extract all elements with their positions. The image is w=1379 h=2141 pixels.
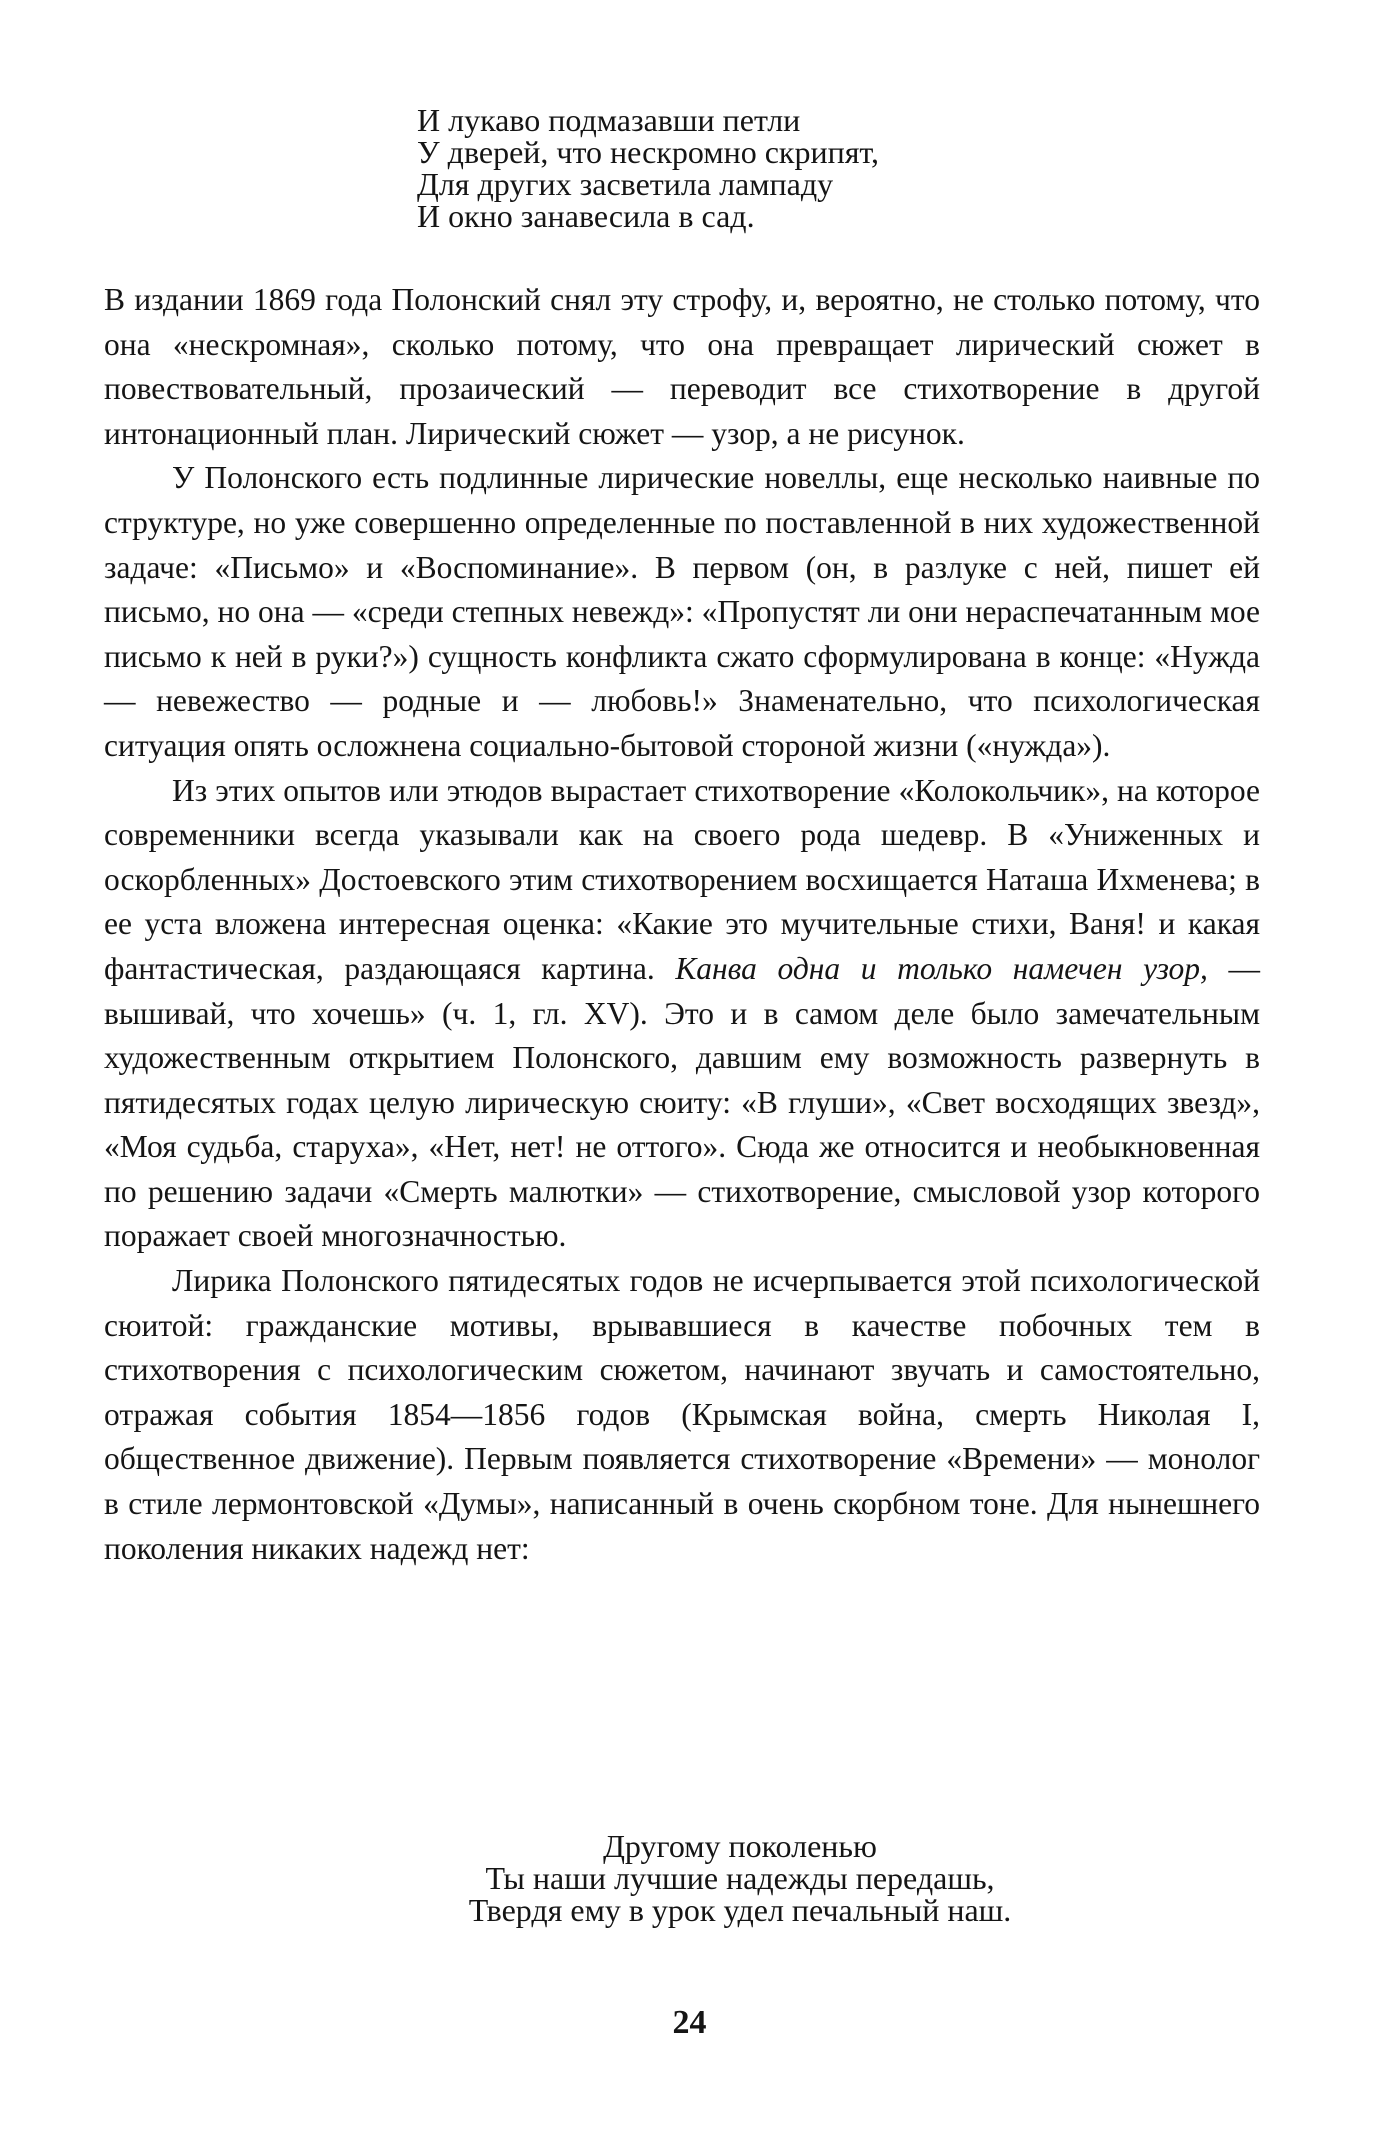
italic-quote: Канва одна и только намечен узор, (675, 950, 1208, 986)
verse-line: И лукаво подмазавши петли (417, 102, 801, 138)
verse-quote-top (417, 104, 879, 232)
paragraph-2: У Полонского есть подлинные лирические новеллы, еще несколько наивные по структуре, но уже совершенно определенные по поставленной в них художественной задаче: «Письмо» и «Воспоминание». В первом (он, в разлуке с ней, пишет ей письмо, но она — «среди степных невежд»: «Пропустят ли они нераспечатанным мое письмо к ней в руки?») сущность конфликта сжато сформулирована в конце: «Нужда — невежество — родные и — любовь!» Знаменательно, что психологическая ситуация опять осложнена социально-бытовой стороной жизни («нужда»). (104, 460, 1260, 763)
paragraph-1: В издании 1869 года Полонский снял эту строфу, и, вероятно, не столько потому, что она «нескромная», сколько потому, что она превращает лирический сюжет в повествовательный, прозаический — переводит все стихотворение в другой интонационный план. Лирический сюжет — узор, а не рисунок. (104, 282, 1260, 451)
verse-line: И окно занавесила в сад. (417, 198, 755, 234)
verse-line: Для других засветила лампаду (417, 166, 834, 202)
body-text (104, 278, 1260, 1571)
paragraph-3-start: Из этих опытов или этюдов вырастает стихотворение «Колокольчик», на которое современники всегда указывали как на своего рода шедевр. В «Униженных и оскорбленных» Достоевского этим стихотворением восхищается Наташа Ихменева; в ее уста вложена интересная оценка: «Какие это мучительные стихи, Ваня! и какая фантастическая, раздающаяся картина. (104, 772, 1260, 986)
verse-line: Твердя ему в урок удел печальный наш. (468, 1892, 1012, 1928)
paragraph-3 (104, 769, 1260, 1260)
paragraph-3-end: — вышивай, что хочешь» (ч. 1, гл. XV). Это и в самом деле было замечательным художественным открытием Полонского, давшим ему возможность развернуть в пятидесятых годах целую лирическую сюиту: «В глуши», «Свет восходящих звезд», «Моя судьба, старуха», «Нет, нет! не оттого». Сюда же относится и необыкновенная по решению задачи «Смерть малютки» — стихотворение, смысловой узор которого поражает своей многозначностью. (104, 950, 1260, 1254)
verse-line: Другому поколенью (603, 1828, 877, 1864)
verse-line: У дверей, что нескромно скрипят, (417, 134, 879, 170)
paragraph-4: Лирика Полонского пятидесятых годов не исчерпывается этой психологической сюитой: гражданские мотивы, врывавшиеся в качестве побочных тем в стихотворения с психологическим сюжетом, начинают звучать и самостоятельно, отражая события 1854—1856 годов (Крымская война, смерть Николая I, общественное движение). Первым появляется стихотворение «Времени» — монолог в стиле лермонтовской «Думы», написанный в очень скорбном тоне. Для нынешнего поколения никаких надежд нет: (104, 1263, 1260, 1566)
page-number: 24 (672, 2004, 707, 2041)
verse-line: Ты наши лучшие надежды передашь, (485, 1860, 995, 1896)
verse-quote-bottom (300, 1830, 1180, 1926)
